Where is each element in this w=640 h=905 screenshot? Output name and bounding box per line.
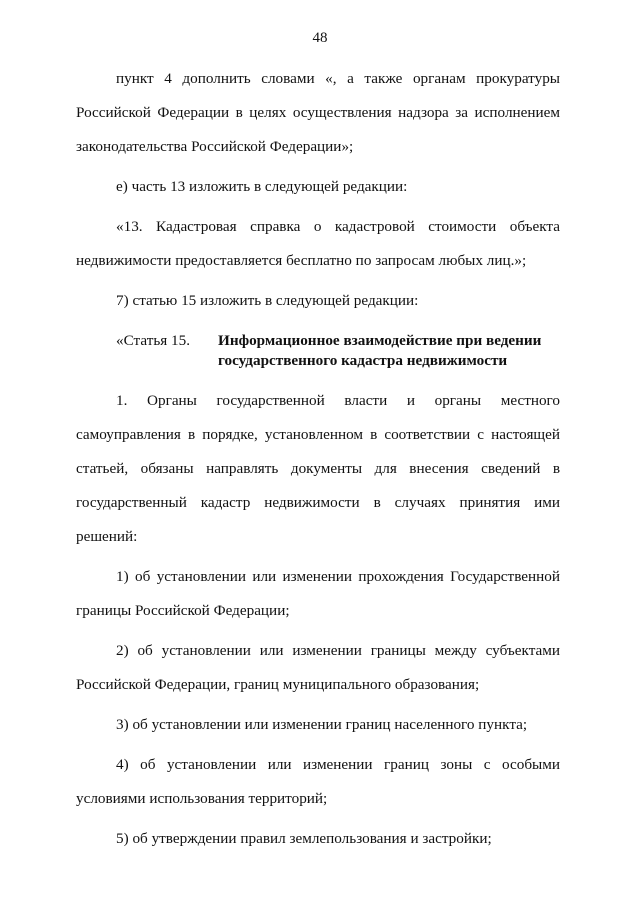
document-body [76,62,560,856]
paragraph-article-15-part-1: 1. Органы государственной власти и органы местного самоуправления в порядке, установленном в соответствии с настоящей статьей, обязаны направлять документы для внесения сведений в государственный кадастр недвижимости в случаях принятия ими решений: [76,392,560,545]
list-item-4: 4) об установлении или изменении границ зоны с особыми условиями использования территорий; [76,756,560,807]
list-item-3: 3) об установлении или изменении границ населенного пункта; [116,716,528,733]
paragraph-item-4-amendment: пункт 4 дополнить словами «, а также органам прокуратуры Российской Федерации в целях осуществления надзора за исполнением законодательства Российской Федерации»; [76,70,560,155]
page-number: 48 [312,30,328,46]
paragraph-part-13-text: «13. Кадастровая справка о кадастровой стоимости объекта недвижимости предоставляется бесплатно по запросам любых лиц.»; [76,218,560,269]
article-heading [76,324,560,378]
list-item-5: 5) об утверждении правил землепользования и застройки; [116,830,492,847]
article-title: Информационное взаимодействие при ведении государственного кадастра недвижимости [218,332,542,369]
list-item-2: 2) об установлении или изменении границы между субъектами Российской Федерации, границ муниципального образования; [76,642,560,693]
paragraph-part-13-intro: е) часть 13 изложить в следующей редакции: [116,178,408,195]
list-item-1: 1) об установлении или изменении прохождения Государственной границы Российской Федерации; [76,568,560,619]
paragraph-article-15-intro: 7) статью 15 изложить в следующей редакции: [116,292,419,309]
article-label: «Статья 15. [116,332,191,349]
